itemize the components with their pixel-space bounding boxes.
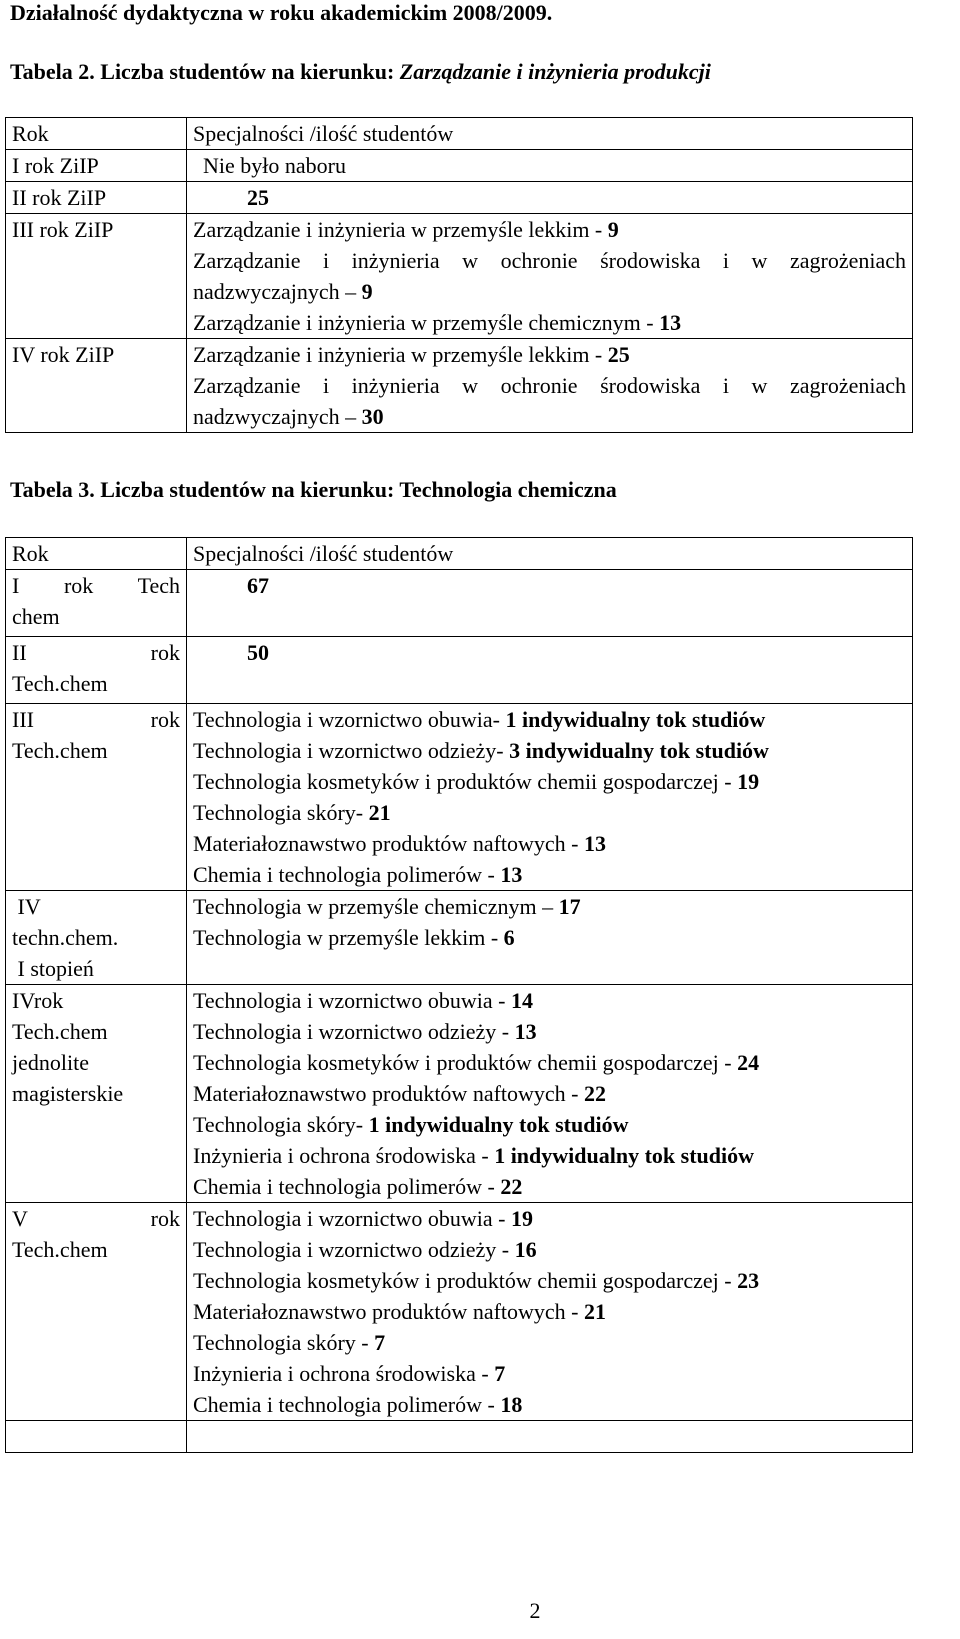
table-cell: II rok Tech.chem bbox=[6, 637, 187, 704]
table-cell: 25 bbox=[187, 182, 913, 214]
table-cell: Specjalności /ilość studentów bbox=[187, 538, 913, 570]
table-row bbox=[6, 538, 913, 570]
table-cell bbox=[187, 1421, 913, 1453]
table-row bbox=[6, 182, 913, 214]
table-row bbox=[6, 118, 913, 150]
table-cell: Technologia i wzornictwo obuwia - 14 Technologia i wzornictwo odzieży - 13 Technologia kosmetyków i produktów chemii gospodarczej - 24 Materiałoznawstwo produktów naftowych - 22 Technologia skóry- 1 indywidualny tok studiów Inżynieria i ochrona środowiska - 1 indywidualny tok studiów Chemia i technologia polimerów - 22 bbox=[187, 985, 913, 1203]
table-cell: IV techn.chem. I stopień bbox=[6, 891, 187, 985]
table-cell: Technologia w przemyśle chemicznym – 17 Technologia w przemyśle lekkim - 6 bbox=[187, 891, 913, 985]
table-cell: I rok Tech chem bbox=[6, 570, 187, 637]
document-title: Działalność dydaktyczna w roku akademickim 2008/2009. bbox=[10, 0, 553, 25]
table2 bbox=[5, 117, 913, 433]
table-cell: IV rok ZiIP bbox=[6, 339, 187, 433]
table-cell: Zarządzanie i inżynieria w przemyśle lekkim - 25 Zarządzanie i inżynieria w ochronie środowiska i w zagrożeniach nadzwyczajnych – 30 bbox=[187, 339, 913, 433]
table-cell: V rok Tech.chem bbox=[6, 1203, 187, 1421]
table-cell: II rok ZiIP bbox=[6, 182, 187, 214]
table-cell: Technologia i wzornictwo obuwia- 1 indywidualny tok studiów Technologia i wzornictwo odzieży- 3 indywidualny tok studiów Technologia kosmetyków i produktów chemii gospodarczej - 19 Technologia skóry- 21 Materiałoznawstwo produktów naftowych - 13 Chemia i technologia polimerów - 13 bbox=[187, 704, 913, 891]
table-cell: III rok Tech.chem bbox=[6, 704, 187, 891]
table-row bbox=[6, 704, 913, 891]
table-cell: Rok bbox=[6, 118, 187, 150]
table-row bbox=[6, 339, 913, 433]
table-row bbox=[6, 637, 913, 704]
table-row bbox=[6, 150, 913, 182]
table-cell: Nie było naboru bbox=[187, 150, 913, 182]
table-cell: Specjalności /ilość studentów bbox=[187, 118, 913, 150]
table3-caption: Tabela 3. Liczba studentów na kierunku: Technologia chemiczna bbox=[10, 477, 617, 502]
table-row bbox=[6, 1421, 913, 1453]
table-cell: III rok ZiIP bbox=[6, 214, 187, 339]
table-cell: I rok ZiIP bbox=[6, 150, 187, 182]
table2-caption: Tabela 2. Liczba studentów na kierunku: Zarządzanie i inżynieria produkcji bbox=[10, 59, 711, 84]
table-row bbox=[6, 570, 913, 637]
table-row bbox=[6, 214, 913, 339]
table-row bbox=[6, 891, 913, 985]
table-row bbox=[6, 1203, 913, 1421]
table-cell: 50 bbox=[187, 637, 913, 704]
table-cell bbox=[6, 1421, 187, 1453]
table-row bbox=[6, 985, 913, 1203]
page-number: 2 bbox=[529, 1598, 541, 1623]
table-cell: Technologia i wzornictwo obuwia - 19 Technologia i wzornictwo odzieży - 16 Technologia kosmetyków i produktów chemii gospodarczej - 23 Materiałoznawstwo produktów naftowych - 21 Technologia skóry - 7 Inżynieria i ochrona środowiska - 7 Chemia i technologia polimerów - 18 bbox=[187, 1203, 913, 1421]
table-cell: 67 bbox=[187, 570, 913, 637]
table-cell: Rok bbox=[6, 538, 187, 570]
table-cell: IVrok Tech.chem jednolite magisterskie bbox=[6, 985, 187, 1203]
table3 bbox=[5, 537, 913, 1453]
table-cell: Zarządzanie i inżynieria w przemyśle lekkim - 9 Zarządzanie i inżynieria w ochronie środowiska i w zagrożeniach nadzwyczajnych – 9 Zarządzanie i inżynieria w przemyśle chemicznym - 13 bbox=[187, 214, 913, 339]
